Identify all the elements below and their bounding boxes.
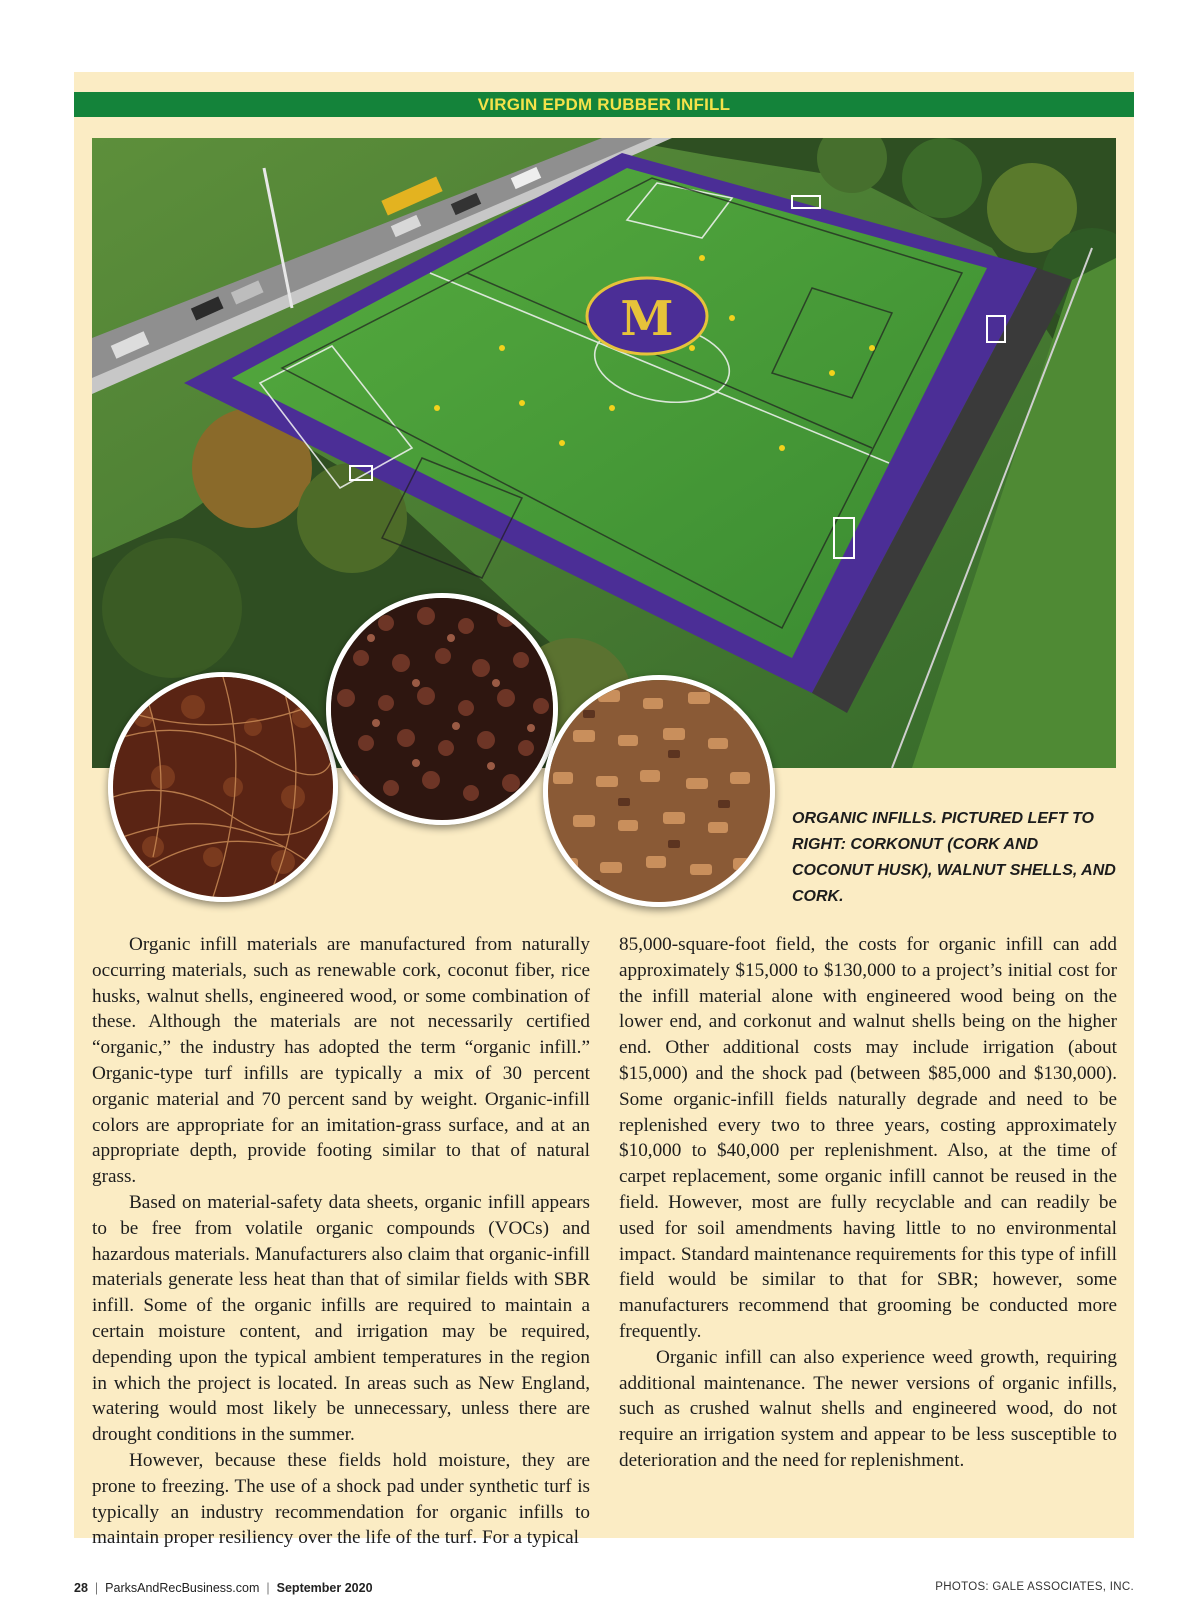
footer-separator: | [266, 1581, 270, 1595]
article-paragraph: Based on material-safety data sheets, organic infill appears to be free from volatile organic compounds (VOCs) and hazardous materials. Manufacturers also claim that organic-infill materials generate less heat than that of similar fields with SBR infill. Some of the organic infills are required to maintain a certain moisture content, and irrigation may be required, depending upon the typical ambient temperatures in the region in which the project is located. In areas such as New England, watering would most likely be unnecessary, unless there are drought conditions in the summer. [92, 1191, 590, 1446]
corkonut-infill-image [108, 672, 338, 902]
cork-infill-image [543, 675, 775, 907]
article-column-right [619, 932, 1117, 1474]
footer-separator: | [94, 1581, 99, 1595]
section-header: VIRGIN EPDM RUBBER INFILL [74, 92, 1134, 117]
article-paragraph: Organic infill can also experience weed growth, requiring additional maintenance. The newer versions of organic infills, such as crushed walnut shells and engineered wood, do not require an irrigation system and appear to be less susceptible to deterioration and the need for replenishment. [619, 1346, 1117, 1471]
photo-caption: ORGANIC INFILLS. PICTURED LEFT TO RIGHT: CORKONUT (CORK AND COCONUT HUSK), WALNUT SHELLS, AND CORK. [792, 810, 1116, 905]
page-number: 28 [74, 1581, 88, 1595]
footer-issue: September 2020 [276, 1581, 373, 1595]
photo-credit: PHOTOS: GALE ASSOCIATES, INC. [935, 1581, 1134, 1593]
article-paragraph: However, because these fields hold moisture, they are prone to freezing. The use of a shock pad under synthetic turf is typically an industry recommendation for organic infills to maintain proper resiliency over the life of the turf. For a typical [92, 1449, 590, 1549]
footer-site: ParksAndRecBusiness.com [105, 1581, 260, 1595]
page-footer [74, 1581, 373, 1595]
article-column-left [92, 932, 590, 1551]
walnut-shells-infill-image [326, 593, 558, 825]
article-paragraph: 85,000-square-foot field, the costs for organic infill can add approximately $15,000 to $130,000 to a project’s initial cost for the infill material alone with engineered wood being on the lower end, and corkonut and walnut shells being on the higher end. Other additional costs may include irrigation (about $15,000) and the shock pad (between $85,000 and $130,000). Some organic-infill fields naturally degrade and need to be replenished every two to three years, costing approximately $10,000 to $40,000 per replenishment. Also, at the time of carpet replacement, some organic infill cannot be reused in the field. However, most are fully recyclable and can readily be used for soil amendments having little to no environmental impact. Standard maintenance requirements for this type of infill field would be similar to that for SBR; however, some manufacturers recommend that grooming be conducted more frequently. [619, 934, 1117, 1342]
field-logo-text: M [620, 291, 674, 347]
article-paragraph: Organic infill materials are manufactured from naturally occurring materials, such as renewable cork, coconut fiber, rice husks, walnut shells, engineered wood, or some combination of these. Although the materials are not necessarily certified “organic,” the industry has adopted the term “organic infill.” Organic-type turf infills are typically a mix of 30 percent organic material and 70 percent sand by weight. Organic-infill colors are appropriate for an imitation-grass surface, and at an appropriate depth, provide footing similar to that of natural grass. [92, 934, 590, 1188]
